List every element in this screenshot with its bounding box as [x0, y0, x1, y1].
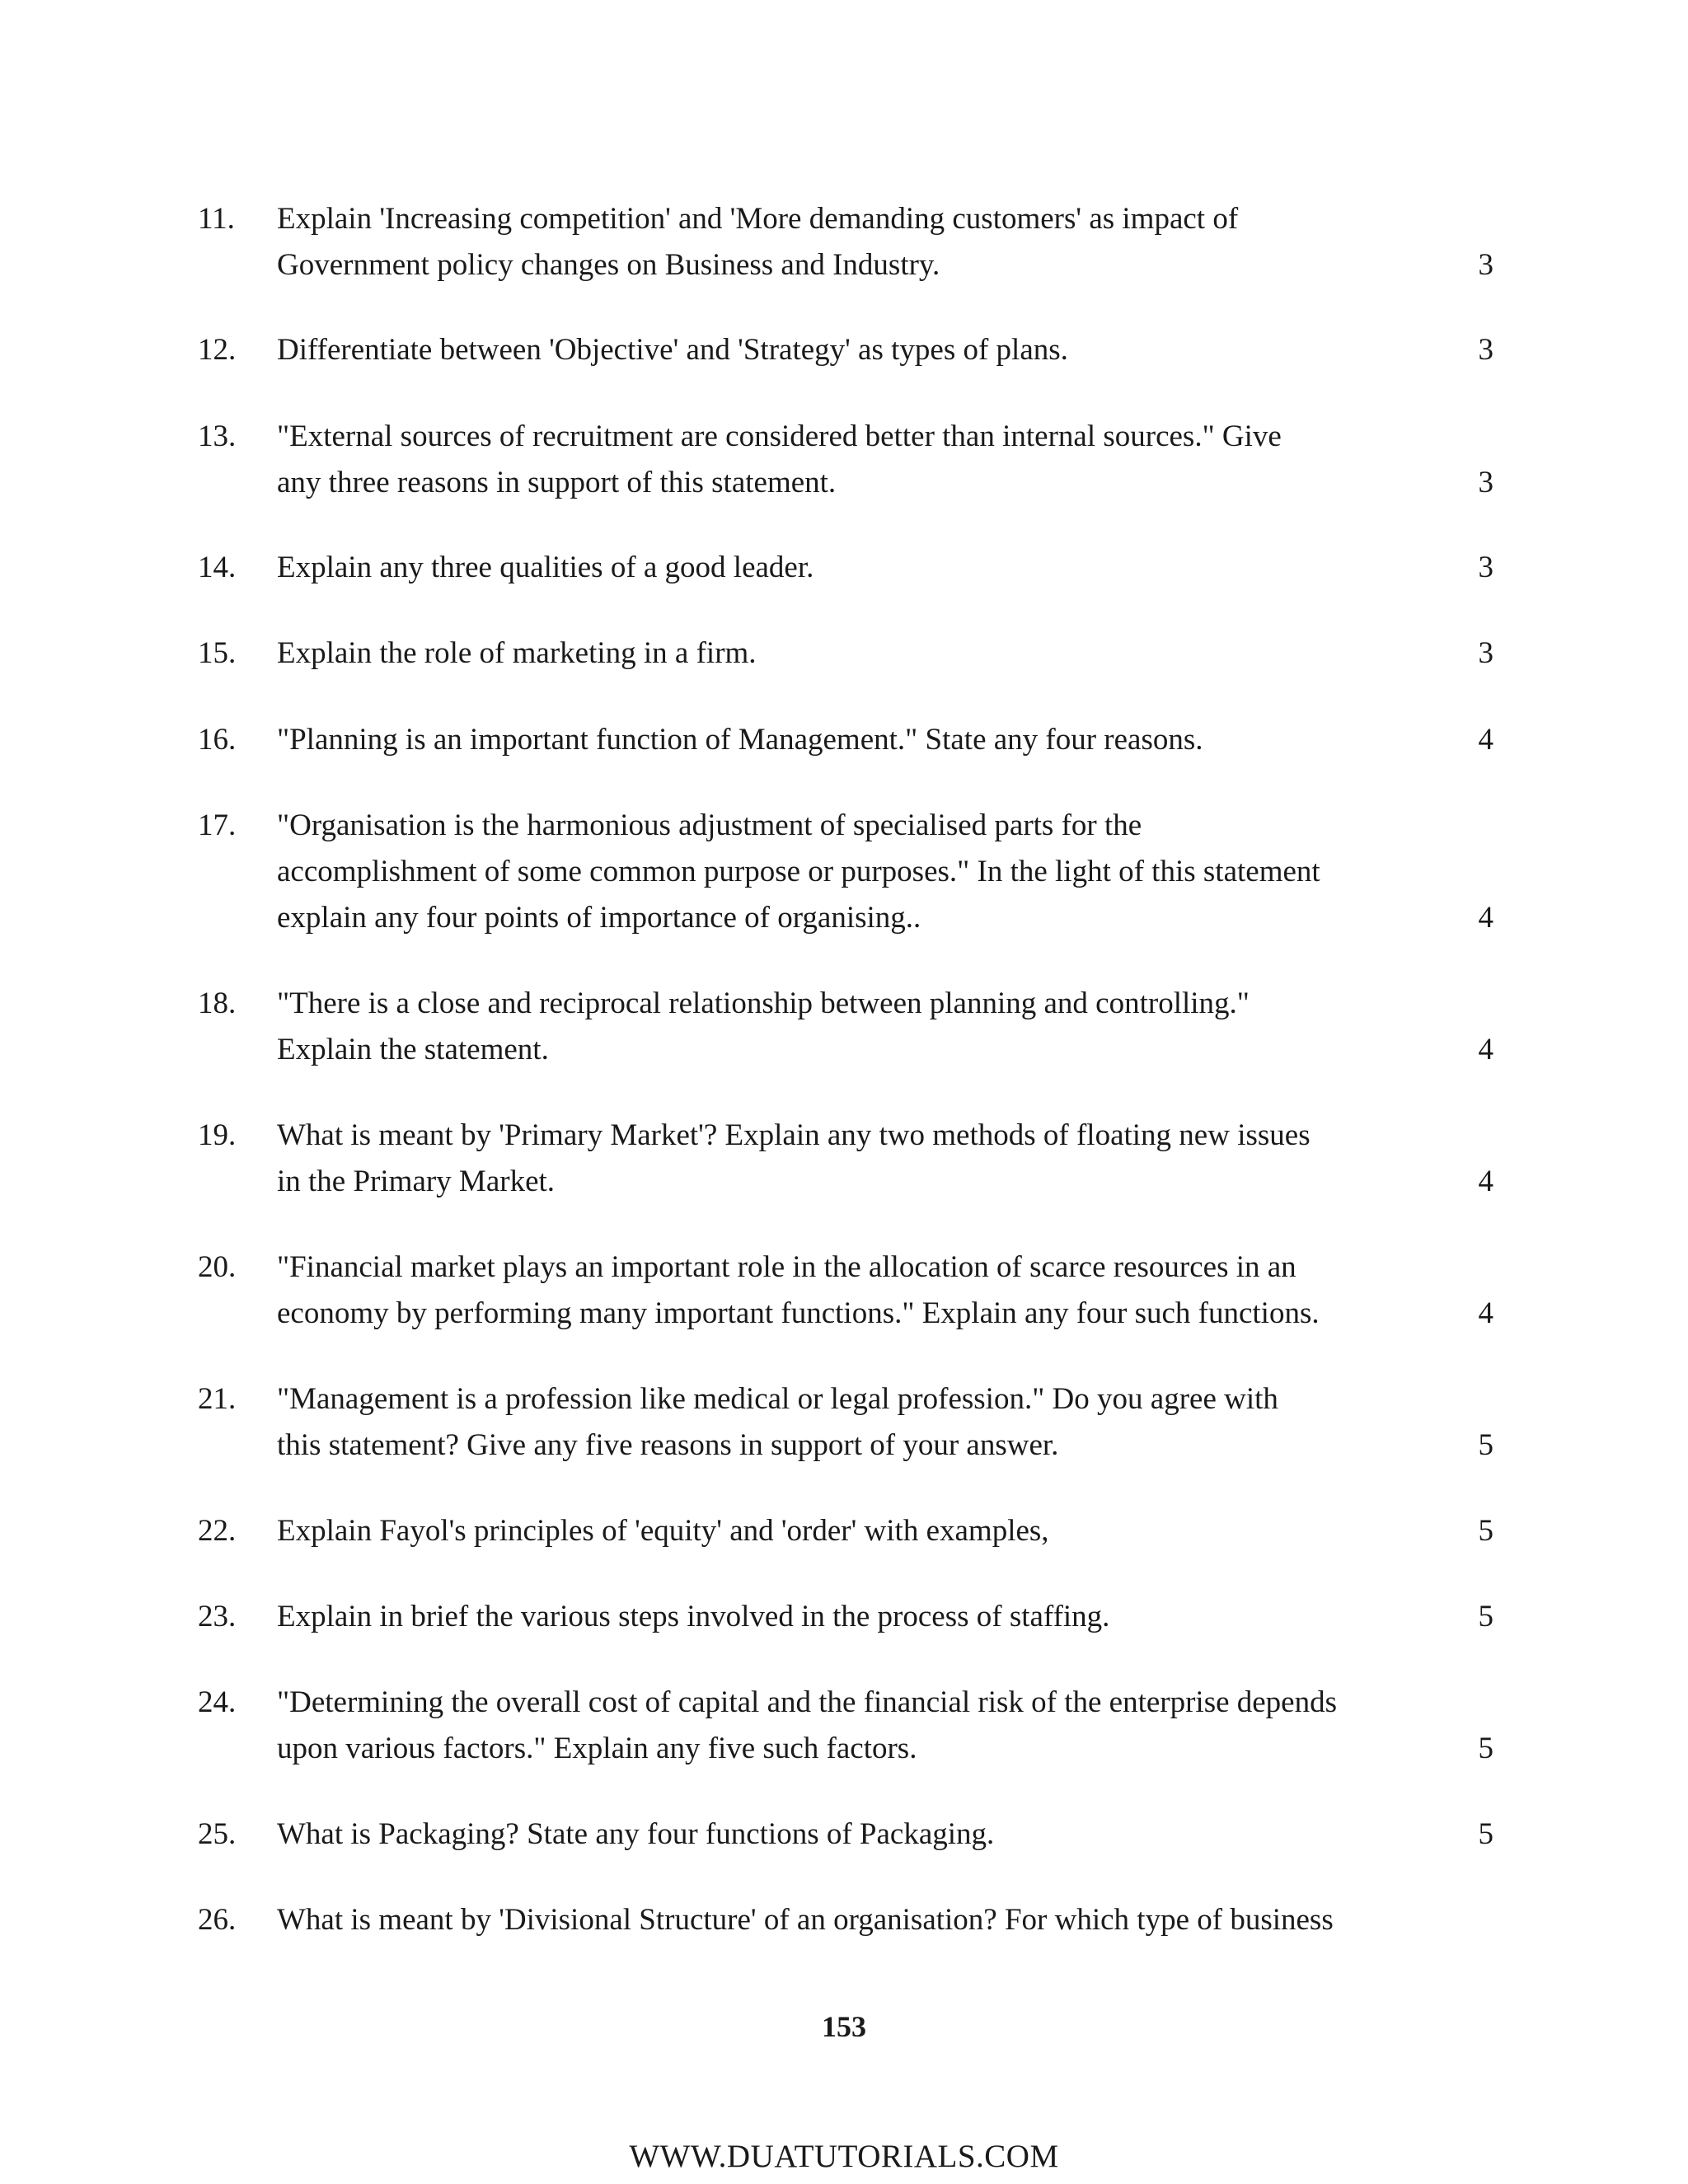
- question-text-line: What is meant by 'Divisional Structure' of an organisation? For which type of business: [277, 1903, 1334, 1937]
- question-marks: 5: [1478, 1600, 1493, 1633]
- question-number: 18.: [198, 987, 237, 1020]
- question-marks: 4: [1478, 1296, 1493, 1330]
- question-number: 21.: [198, 1382, 237, 1416]
- question-text-line: Explain the role of marketing in a firm.: [277, 636, 757, 670]
- question-number: 24.: [198, 1685, 237, 1719]
- question-text-line: "Management is a profession like medical or legal profession." Do you agree with: [277, 1382, 1278, 1416]
- question-number: 22.: [198, 1514, 237, 1548]
- question-marks: 4: [1478, 901, 1493, 935]
- question-text-line: What is Packaging? State any four functions of Packaging.: [277, 1817, 995, 1851]
- question-text-line: What is meant by 'Primary Market'? Explain any two methods of floating new issues: [277, 1118, 1311, 1152]
- question-text-line: Explain any three qualities of a good leader.: [277, 551, 814, 584]
- question-text-line: any three reasons in support of this statement.: [277, 466, 837, 499]
- question-marks: 3: [1478, 466, 1493, 499]
- question-text-line: "External sources of recruitment are considered better than internal sources." Give: [277, 419, 1282, 453]
- question-text-line: accomplishment of some common purpose or purposes." In the light of this statement: [277, 855, 1320, 888]
- question-number: 15.: [198, 636, 237, 670]
- question-text-line: Explain Fayol's principles of 'equity' and 'order' with examples,: [277, 1514, 1049, 1548]
- question-text-line: upon various factors." Explain any five such factors.: [277, 1732, 917, 1765]
- question-text-line: "Organisation is the harmonious adjustment of specialised parts for the: [277, 808, 1142, 842]
- question-marks: 5: [1478, 1817, 1493, 1851]
- question-text-line: Differentiate between 'Objective' and 'Strategy' as types of plans.: [277, 333, 1068, 367]
- question-number: 14.: [198, 551, 237, 584]
- question-text-line: Explain 'Increasing competition' and 'More demanding customers' as impact of: [277, 202, 1239, 236]
- question-marks: 4: [1478, 1033, 1493, 1066]
- question-number: 13.: [198, 419, 237, 453]
- question-text-line: explain any four points of importance of organising..: [277, 901, 921, 935]
- question-marks: 3: [1478, 636, 1493, 670]
- question-number: 20.: [198, 1250, 237, 1284]
- question-text-line: economy by performing many important functions." Explain any four such functions.: [277, 1296, 1320, 1330]
- question-text-line: "Financial market plays an important role in the allocation of scarce resources in an: [277, 1250, 1296, 1284]
- question-text-line: Explain in brief the various steps involved in the process of staffing.: [277, 1600, 1110, 1633]
- question-text-line: in the Primary Market.: [277, 1165, 556, 1198]
- question-text-line: Explain the statement.: [277, 1033, 549, 1066]
- question-text-line: this statement? Give any five reasons in support of your answer.: [277, 1428, 1059, 1462]
- question-number: 25.: [198, 1817, 237, 1851]
- page-number: 153: [822, 2010, 866, 2043]
- footer-url: WWW.DUATUTORIALS.COM: [629, 2139, 1059, 2174]
- question-number: 12.: [198, 333, 237, 367]
- question-marks: 3: [1478, 333, 1493, 367]
- question-marks: 5: [1478, 1514, 1493, 1548]
- question-marks: 5: [1478, 1428, 1493, 1462]
- question-number: 17.: [198, 808, 237, 842]
- question-number: 19.: [198, 1118, 237, 1152]
- question-marks: 5: [1478, 1732, 1493, 1765]
- question-text-line: "Planning is an important function of Management." State any four reasons.: [277, 723, 1203, 757]
- question-text-line: "Determining the overall cost of capital and the financial risk of the enterprise depends: [277, 1685, 1338, 1719]
- question-number: 16.: [198, 723, 237, 757]
- question-marks: 3: [1478, 248, 1493, 282]
- question-text-line: Government policy changes on Business and Industry.: [277, 248, 940, 282]
- question-number: 26.: [198, 1903, 237, 1937]
- question-marks: 3: [1478, 551, 1493, 584]
- question-number: 23.: [198, 1600, 237, 1633]
- question-text-line: "There is a close and reciprocal relationship between planning and controlling.": [277, 987, 1250, 1020]
- question-marks: 4: [1478, 1165, 1493, 1198]
- question-number: 11.: [198, 202, 235, 236]
- question-marks: 4: [1478, 723, 1493, 757]
